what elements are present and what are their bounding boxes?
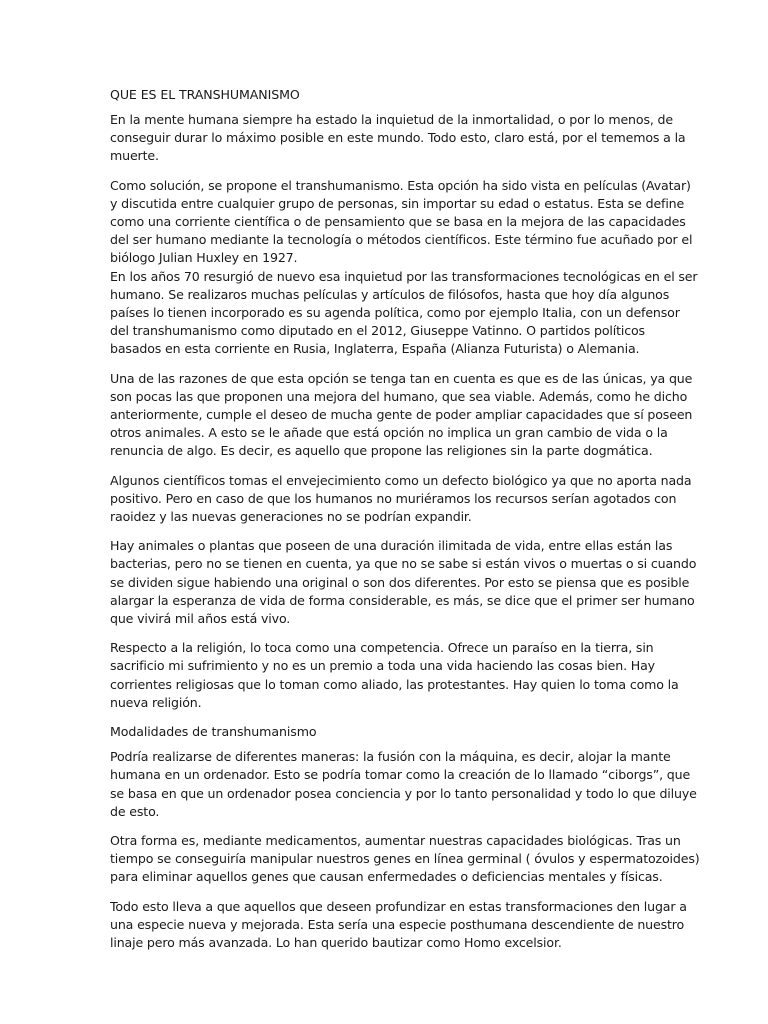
paragraph: [110, 268, 698, 359]
paragraph-line: Respecto a la religión, lo toca como una competencia. Ofrece un paraíso en la tierra, sin: [110, 640, 654, 656]
paragraph-line: alargar la esperanza de vida de forma considerable, es más, se dice que el primer ser humano: [110, 592, 695, 608]
paragraph-line: tiempo se conseguiría manipular nuestros genes en línea germinal ( óvulos y espermatozoides): [110, 851, 700, 867]
paragraph-line: países lo tienen incorporado es su agenda política, como por ejemplo Italia, con un defensor: [110, 305, 680, 321]
paragraph-line: Una de las razones de que esta opción se tenga tan en cuenta es que es de las únicas, ya que: [110, 370, 693, 386]
paragraph-line: corrientes religiosas que lo toman como aliado, las protestantes. Hay quien lo toma como la: [110, 676, 679, 692]
paragraph-line: En los años 70 resurgió de nuevo esa inquietud por las transformaciones tecnológicas en el ser: [110, 268, 698, 284]
paragraph: [110, 370, 693, 461]
paragraph-line: nueva religión.: [110, 694, 202, 710]
paragraph: [110, 748, 697, 821]
paragraph-line: una especie nueva y mejorada. Esta sería una especie posthumana descendiente de nuestro: [110, 916, 685, 932]
paragraph: [110, 472, 692, 527]
paragraph-line: se dividen sigue habiendo una original o son dos diferentes. Por esto se piensa que es posible: [110, 574, 690, 590]
paragraph-line: se basa en que un ordenador posea conciencia y por lo tanto personalidad y todo lo que diluye: [110, 785, 697, 801]
paragraph-line: Podría realizarse de diferentes maneras: la fusión con la máquina, es decir, alojar la mante: [110, 749, 671, 765]
paragraph-line: Algunos científicos tomas el envejecimiento como un defecto biológico ya que no aporta nada: [110, 472, 692, 488]
paragraph-line: del ser humano mediante la tecnología o métodos científicos. Este término fue acuñado por el: [110, 232, 693, 248]
paragraph: [110, 177, 693, 268]
document-title: QUE ES EL TRANSHUMANISMO: [110, 87, 300, 102]
paragraph-line: para eliminar aquellos genes que causan enfermedades o deficiencias mentales y físicas.: [110, 869, 663, 885]
paragraph-line: y discutida entre cualquier grupo de personas, sin importar su edad o estatus. Esta se define: [110, 195, 685, 211]
document-page: [110, 86, 700, 963]
paragraph: [110, 537, 697, 628]
paragraph-line: Hay animales o plantas que poseen de una duración ilimitada de vida, entre ellas están las: [110, 538, 673, 554]
paragraph-line: del transhumanismo como diputado en el 2012, Giuseppe Vatinno. O partidos políticos: [110, 323, 645, 339]
paragraph-line: muerte.: [110, 148, 159, 164]
paragraph-line: humana en un ordenador. Esto se podría tomar como la creación de lo llamado “ciborgs”, que: [110, 767, 691, 783]
section-intro: [110, 111, 698, 712]
section-modalidades: [110, 748, 700, 952]
paragraph-line: Otra forma es, mediante medicamentos, aumentar nuestras capacidades biológicas. Tras un: [110, 832, 681, 848]
paragraph-line: renuncia de algo. Es decir, es aquello que propone las religiones sin la parte dogmática.: [110, 443, 653, 459]
paragraph-line: basados en esta corriente en Rusia, Inglaterra, España (Alianza Futurista) o Alemania.: [110, 341, 640, 357]
paragraph-line: son pocas las que proponen una mejora del humano, que sea viable. Además, como he dicho: [110, 388, 688, 404]
paragraph-line: de esto.: [110, 803, 160, 819]
paragraph-line: linaje pero más avanzada. Lo han querido bautizar como Homo excelsior.: [110, 934, 562, 950]
section-heading: Modalidades de transhumanismo: [110, 724, 317, 740]
paragraph-line: bacterias, pero no se tienen en cuenta, ya que no se sabe si están vivos o muertas o si cuando: [110, 556, 697, 572]
paragraph-line: sacrificio mi sufrimiento y no es un premio a toda una vida haciendo las cosas bien. Hay: [110, 658, 655, 674]
paragraph-line: Todo esto lleva a que aquellos que deseen profundizar en estas transformaciones den lugar a: [110, 898, 687, 914]
paragraph: [110, 639, 679, 712]
paragraph-line: que vivirá mil años está vivo.: [110, 611, 291, 627]
paragraph: [110, 111, 686, 166]
paragraph-line: biólogo Julian Huxley en 1927.: [110, 250, 298, 266]
paragraph-line: humano. Se realizaros muchas películas y artículos de filósofos, hasta que hoy día algunos: [110, 286, 670, 302]
paragraph-line: otros animales. A esto se le añade que está opción no implica un gran cambio de vida o la: [110, 425, 668, 441]
paragraph-line: En la mente humana siempre ha estado la inquietud de la inmortalidad, o por lo menos, de: [110, 112, 674, 127]
paragraph: [110, 832, 700, 887]
paragraph: [110, 898, 687, 953]
paragraph-line: anteriormente, cumple el deseo de mucha gente de poder ampliar capacidades que sí poseen: [110, 407, 693, 423]
paragraph-line: conseguir durar lo máximo posible en este mundo. Todo esto, claro está, por el tememos a la: [110, 130, 686, 146]
paragraph-line: como una corriente científica o de pensamiento que se basa en la mejora de las capacidades: [110, 214, 686, 230]
paragraph-line: Como solución, se propone el transhumanismo. Esta opción ha sido vista en películas (Avatar): [110, 177, 691, 193]
paragraph-line: raoidez y las nuevas generaciones no se podrían expandir.: [110, 509, 472, 525]
paragraph-line: positivo. Pero en caso de que los humanos no muriéramos los recursos serían agotados con: [110, 490, 677, 506]
